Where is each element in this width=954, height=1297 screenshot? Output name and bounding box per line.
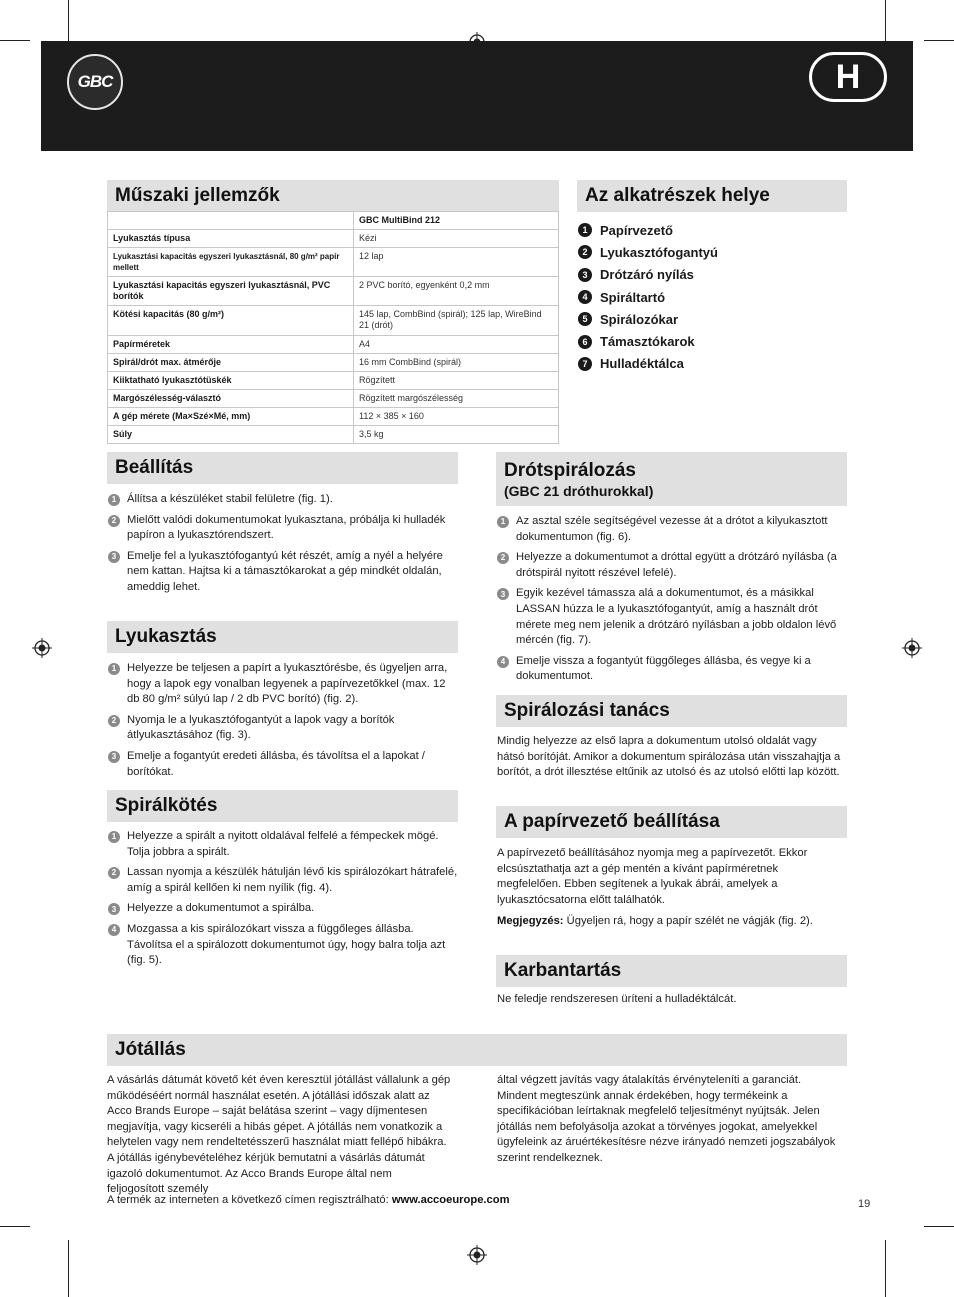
guide-note (497, 914, 847, 930)
specs-table (107, 211, 559, 444)
wire-subtitle: (GBC 21 dróthurokkal) (504, 482, 654, 499)
list-item: 3 Drótzáró nyílás (578, 264, 846, 286)
crop-mark (0, 1226, 30, 1227)
list-item: 1 Helyezze a spirált a nyitott oldalával felfelé a fémpeckek mögé. Tolja jobbra a spirált. (108, 829, 458, 860)
table-row: Kiiktatható lyukasztótüskék Rögzített (108, 372, 559, 390)
table-row: Lyukasztás típusa Kézi (108, 230, 559, 248)
table-row: Lyukasztási kapacitás egyszeri lyukasztásnál, 80 g/m² papír mellett 12 lap (108, 248, 559, 277)
register-url[interactable]: www.accoeurope.com (391, 1194, 510, 1206)
list-item: 2 Lassan nyomja a készülék hátulján lévő kis spirálozókart hátrafelé, amíg a spirál kellően ki nem nyílik (fig. 4). (108, 865, 458, 896)
list-item: 1 Az asztal széle segítségével vezesse át a drótot a kilyukasztott dokumentumon (fig. 6). (497, 514, 847, 545)
parts-list (578, 219, 846, 375)
list-item: 2 Lyukasztófogantyú (578, 241, 846, 263)
language-badge: H (809, 52, 887, 102)
list-item: 1 Állítsa a készüléket stabil felületre (fig. 1). (108, 492, 458, 508)
list-item: 1 Papírvezető (578, 219, 846, 241)
table-row: Kötési kapacitás (80 g/m²) 145 lap, CombBind (spirál); 125 lap, WireBind 21 (drót) (108, 306, 559, 336)
crop-mark (68, 1240, 69, 1297)
list-item: 2 Helyezze a dokumentumot a dróttal együtt a drótzáró nyílásba (a drótspirál nyitott részével lefelé). (497, 550, 847, 581)
model-header: GBC MultiBind 212 (354, 212, 559, 230)
crop-mark (0, 40, 30, 41)
crop-mark (885, 1240, 886, 1297)
setup-heading: Beállítás (107, 452, 458, 484)
table-row: Súly 3,5 kg (108, 426, 559, 444)
list-item: 4 Spiráltartó (578, 286, 846, 308)
list-item: 4 Mozgassa a kis spirálozókart vissza a függőleges állásba. Távolítsa el a spirálozott dokumentumot úgy, hogy balra tolja azt (fig. 5). (108, 922, 458, 969)
punching-heading: Lyukasztás (107, 621, 458, 653)
wire-heading (496, 452, 847, 506)
table-row: A gép mérete (Ma×Szé×Mé, mm) 112 × 385 × 160 (108, 408, 559, 426)
page-number: 19 (858, 1198, 871, 1210)
list-item: 6 Támasztókarok (578, 330, 846, 352)
tips-text: Mindig helyezze az első lapra a dokumentum utolsó oldalát vagy hátsó borítóját. Amikor a dokumentum spirálozása után visszahajtja a borítót, a drót illesztése eltűnik az utolsó és az utolsó előtti lap között. (497, 735, 841, 779)
crop-mark (924, 1226, 954, 1227)
list-item: 2 Nyomja le a lyukasztófogantyút a lapok vagy a borítók átlyukasztásához (fig. 3). (108, 713, 460, 744)
binding-steps (108, 829, 458, 974)
header-band (41, 41, 913, 151)
setup-steps (108, 492, 458, 601)
list-item: 3 Emelje a fogantyút eredeti állásba, és távolítsa el a lapokat / borítókat. (108, 749, 460, 780)
parts-heading: Az alkatrészek helye (577, 180, 847, 212)
register-line: A termék az interneten a következő címen regisztrálható: www.accoeurope.com (107, 1194, 510, 1206)
crop-mark (924, 40, 954, 41)
table-row: Spirál/drót max. átmérője 16 mm CombBind (spirál) (108, 354, 559, 372)
gbc-logo: GBC (67, 54, 123, 110)
wire-steps (497, 514, 847, 690)
tips-heading: Spirálozási tanács (496, 695, 847, 727)
table-row (108, 212, 559, 230)
list-item: 1 Helyezze be teljesen a papírt a lyukasztórésbe, és ügyeljen arra, hogy a lapok egy vonalban legyenek a papírvezetőkkel (max. 12 db 80 g/m² súlyú lap / 2 db PVC borító) (fig. 2). (108, 661, 460, 708)
registration-mark-icon (902, 638, 922, 658)
wire-title: Drótspirálozás (504, 459, 636, 481)
guide-heading: A papírvezető beállítása (496, 806, 847, 838)
registration-mark-icon (32, 638, 52, 658)
list-item: 4 Emelje vissza a fogantyút függőleges állásba, és vegye ki a dokumentumot. (497, 654, 847, 685)
maintenance-text: Ne feledje rendszeresen üríteni a hulladéktálcát. (497, 993, 737, 1005)
table-row: Papírméretek A4 (108, 336, 559, 354)
list-item: 5 Spirálozókar (578, 308, 846, 330)
note-label: Megjegyzés: (497, 915, 564, 927)
list-item: 3 Egyik kezével támassza alá a dokumentumot, és a másikkal LASSAN húzza le a lyukasztófogantyút, amíg a használt drót mérete meg nem jelenik a drótzáró nyílásban a jobb oldalon lévő mércén (fig. 7). (497, 586, 847, 648)
list-item: 2 Mielőtt valódi dokumentumokat lyukasztana, próbálja ki hulladék papíron a lyukasztórendszert. (108, 513, 458, 544)
registration-mark-icon (467, 1245, 487, 1265)
warranty-col2: által végzett javítás vagy átalakítás érvényteleníti a garanciát. Mindent megteszünk annak érdekében, hogy termékeink a specifikációban leírtaknak megfelelő teljesítményt nyújtsák. Jelen jótállás nem befolyásolja azokat a törvényes jogokat, amelyekkel ügyfeleink az áruértékesítésre nézve irányadó nemzeti jogszabályok szerint rendelkeznek. (497, 1074, 836, 1164)
maintenance-heading: Karbantartás (496, 955, 847, 987)
punching-steps (108, 661, 460, 785)
guide-text: A papírvezető beállításához nyomja meg a papírvezetőt. Ekkor elcsúsztathatja azt a gép mentén a kívánt papírméretnek megfelelően. Ebben segítenek a lyukak ábrái, amelyek a lyukasztócsatorna előtt találhatók. (497, 847, 808, 906)
note-text: Ügyeljen rá, hogy a papír szélét ne vágják (fig. 2). (563, 915, 813, 927)
binding-heading: Spirálkötés (107, 790, 458, 822)
specs-heading: Műszaki jellemzők (107, 180, 559, 212)
warranty-heading: Jótállás (107, 1034, 847, 1066)
table-row: Lyukasztási kapacitás egyszeri lyukasztásnál, PVC borítók 2 PVC borító, egyenként 0,2 mm (108, 277, 559, 306)
table-row: Margószélesség-választó Rögzített margószélesség (108, 390, 559, 408)
list-item: 3 Emelje fel a lyukasztófogantyú két részét, amíg a nyél a helyére nem kattan. Hajtsa ki a támasztókarokat a gép mindkét oldalán, ameddig lehet. (108, 549, 458, 596)
list-item: 7 Hulladéktálca (578, 353, 846, 375)
warranty-col1: A vásárlás dátumát követő két éven keresztül jótállást vállalunk a gép működéséért normál használat esetén. A jótállási időszak alatt az Acco Brands Europe – saját belátása szerint – vagy díjmentesen megjavítja, vagy kicseréli a hibás gépet. A jótállás nem vonatkozik a helytelen vagy nem rendeltetésszerű használat miatt fellépő hibákra. A jótállás igénybevételéhez kérjük bemutatni a vásárlás dátumát igazoló dokumentumot. Az Acco Brands Europe által nem feljogosított személy (107, 1074, 451, 1196)
list-item: 3 Helyezze a dokumentumot a spirálba. (108, 901, 458, 917)
